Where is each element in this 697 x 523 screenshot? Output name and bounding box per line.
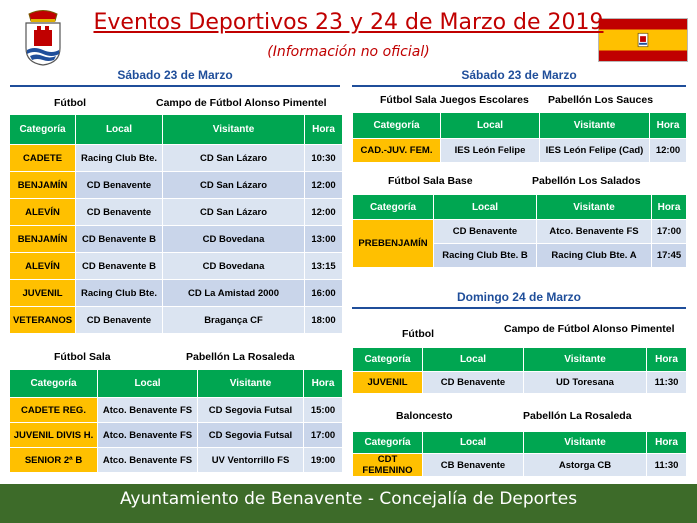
right-baloncesto-sport: Baloncesto — [396, 410, 453, 422]
col-header-local: Local — [76, 115, 163, 145]
local-cell: Atco. Benavente FS — [98, 448, 198, 473]
table-row — [10, 199, 343, 226]
local-cell: CD Benavente — [434, 220, 537, 244]
right-sunday-sport: Fútbol — [402, 328, 435, 340]
col-header-hora: Hora — [305, 115, 343, 145]
right-base-table — [352, 194, 687, 268]
col-header-hora: Hora — [304, 370, 343, 398]
col-header-hora: Hora — [647, 432, 687, 454]
col-header-categoria: Categoría — [353, 113, 441, 139]
category-cell: CADETE — [10, 145, 76, 172]
table-row — [353, 220, 687, 244]
right-sunday-table — [352, 347, 687, 394]
category-cell: SENIOR 2ª B — [10, 448, 98, 473]
visitor-cell: CD Segovia Futsal — [198, 423, 304, 448]
time-cell: 13:15 — [305, 253, 343, 280]
visitor-cell: CD Segovia Futsal — [198, 398, 304, 423]
right-base-sport: Fútbol Sala Base — [388, 175, 473, 187]
table-row — [10, 253, 343, 280]
col-header-categoria: Categoría — [353, 195, 434, 220]
col-header-visitante: Visitante — [524, 348, 647, 372]
col-header-categoria: Categoría — [10, 115, 76, 145]
left-sala-sport: Fútbol Sala — [54, 351, 111, 363]
col-header-visitante: Visitante — [198, 370, 304, 398]
local-cell: Atco. Benavente FS — [98, 398, 198, 423]
visitor-cell: CD San Lázaro — [163, 145, 305, 172]
col-header-local: Local — [434, 195, 537, 220]
right-escolares-venue: Pabellón Los Sauces — [548, 94, 654, 106]
table-row — [10, 398, 343, 423]
visitor-cell: Bragança CF — [163, 307, 305, 334]
category-cell: BENJAMÍN — [10, 172, 76, 199]
table-row — [353, 139, 687, 163]
left-date-rule — [10, 85, 340, 87]
right-baloncesto-table — [352, 431, 687, 477]
table-row — [10, 448, 343, 473]
col-header-local: Local — [423, 432, 524, 454]
footer-banner: Ayuntamiento de Benavente - Concejalía de Deportes — [0, 484, 697, 523]
category-cell: JUVENIL — [10, 280, 76, 307]
col-header-categoria: Categoría — [10, 370, 98, 398]
time-cell: 11:30 — [647, 372, 687, 394]
right-baloncesto-venue: Pabellón La Rosaleda — [523, 410, 632, 422]
right-saturday-rule — [352, 85, 686, 87]
category-cell: CAD.-JUV. FEM. — [353, 139, 441, 163]
time-cell: 19:00 — [304, 448, 343, 473]
time-cell: 17:45 — [652, 244, 687, 268]
visitor-cell: CD San Lázaro — [163, 199, 305, 226]
right-escolares-sport: Fútbol Sala Juegos Escolares — [380, 94, 529, 106]
page-subtitle: (Información no oficial) — [267, 44, 430, 60]
right-sunday-heading: Domingo 24 de Marzo — [456, 290, 581, 304]
visitor-cell: Racing Club Bte. A — [537, 244, 652, 268]
local-cell: CD Benavente B — [76, 253, 163, 280]
col-header-visitante: Visitante — [540, 113, 650, 139]
col-header-hora: Hora — [652, 195, 687, 220]
local-cell: IES León Felipe — [441, 139, 540, 163]
col-header-visitante: Visitante — [537, 195, 652, 220]
category-cell: BENJAMÍN — [10, 226, 76, 253]
category-cell: JUVENIL DIVIS H. — [10, 423, 98, 448]
col-header-hora: Hora — [647, 348, 687, 372]
col-header-categoria: Categoría — [353, 432, 423, 454]
time-cell: 17:00 — [652, 220, 687, 244]
col-header-local: Local — [423, 348, 524, 372]
col-header-hora: Hora — [650, 113, 687, 139]
col-header-visitante: Visitante — [163, 115, 305, 145]
time-cell: 13:00 — [305, 226, 343, 253]
left-futbol-venue: Campo de Fútbol Alonso Pimentel — [156, 97, 327, 109]
table-row — [10, 307, 343, 334]
table-row — [10, 280, 343, 307]
right-saturday-heading: Sábado 23 de Marzo — [461, 68, 577, 82]
time-cell: 17:00 — [304, 423, 343, 448]
time-cell: 12:00 — [305, 199, 343, 226]
time-cell: 16:00 — [305, 280, 343, 307]
visitor-cell: CD La Amistad 2000 — [163, 280, 305, 307]
local-cell: CD Benavente — [76, 199, 163, 226]
visitor-cell: UV Ventorrillo FS — [198, 448, 304, 473]
local-cell: Racing Club Bte. — [76, 280, 163, 307]
visitor-cell: CD Bovedana — [163, 226, 305, 253]
table-row — [10, 145, 343, 172]
col-header-local: Local — [441, 113, 540, 139]
visitor-cell: CD Bovedana — [163, 253, 305, 280]
category-cell: ALEVÍN — [10, 253, 76, 280]
time-cell: 18:00 — [305, 307, 343, 334]
right-sunday-venue: Campo de Fútbol Alonso Pimentel — [504, 323, 675, 335]
col-header-local: Local — [98, 370, 198, 398]
time-cell: 12:00 — [305, 172, 343, 199]
left-futbol-sport: Fútbol — [54, 97, 87, 109]
table-row — [353, 372, 687, 394]
category-cell: JUVENIL — [353, 372, 423, 394]
local-cell: CD Benavente B — [76, 226, 163, 253]
table-row — [353, 454, 687, 477]
category-cell: PREBENJAMÍN — [353, 220, 434, 268]
category-cell: CDT FEMENINO — [353, 454, 423, 477]
local-cell: Racing Club Bte. B — [434, 244, 537, 268]
left-sala-table — [9, 369, 343, 473]
local-cell: CD Benavente — [76, 307, 163, 334]
visitor-cell: CD San Lázaro — [163, 172, 305, 199]
left-date-heading: Sábado 23 de Marzo — [117, 68, 233, 82]
visitor-cell: IES León Felipe (Cad) — [540, 139, 650, 163]
right-base-venue: Pabellón Los Salados — [532, 175, 641, 187]
local-cell: CD Benavente — [76, 172, 163, 199]
local-cell: CD Benavente — [423, 372, 524, 394]
local-cell: Racing Club Bte. — [76, 145, 163, 172]
table-row — [10, 423, 343, 448]
right-escolares-table — [352, 112, 687, 163]
time-cell: 15:00 — [304, 398, 343, 423]
visitor-cell: UD Toresana — [524, 372, 647, 394]
page-title: Eventos Deportivos 23 y 24 de Marzo de 2019 — [93, 10, 604, 35]
visitor-cell: Atco. Benavente FS — [537, 220, 652, 244]
left-futbol-table — [9, 114, 343, 334]
left-sala-venue: Pabellón La Rosaleda — [186, 351, 295, 363]
local-cell: CB Benavente — [423, 454, 524, 477]
table-row — [10, 172, 343, 199]
category-cell: ALEVÍN — [10, 199, 76, 226]
right-sunday-rule — [352, 307, 686, 309]
time-cell: 10:30 — [305, 145, 343, 172]
time-cell: 11:30 — [647, 454, 687, 477]
time-cell: 12:00 — [650, 139, 687, 163]
col-header-visitante: Visitante — [524, 432, 647, 454]
category-cell: CADETE REG. — [10, 398, 98, 423]
table-row — [10, 226, 343, 253]
col-header-categoria: Categoría — [353, 348, 423, 372]
local-cell: Atco. Benavente FS — [98, 423, 198, 448]
category-cell: VETERANOS — [10, 307, 76, 334]
visitor-cell: Astorga CB — [524, 454, 647, 477]
